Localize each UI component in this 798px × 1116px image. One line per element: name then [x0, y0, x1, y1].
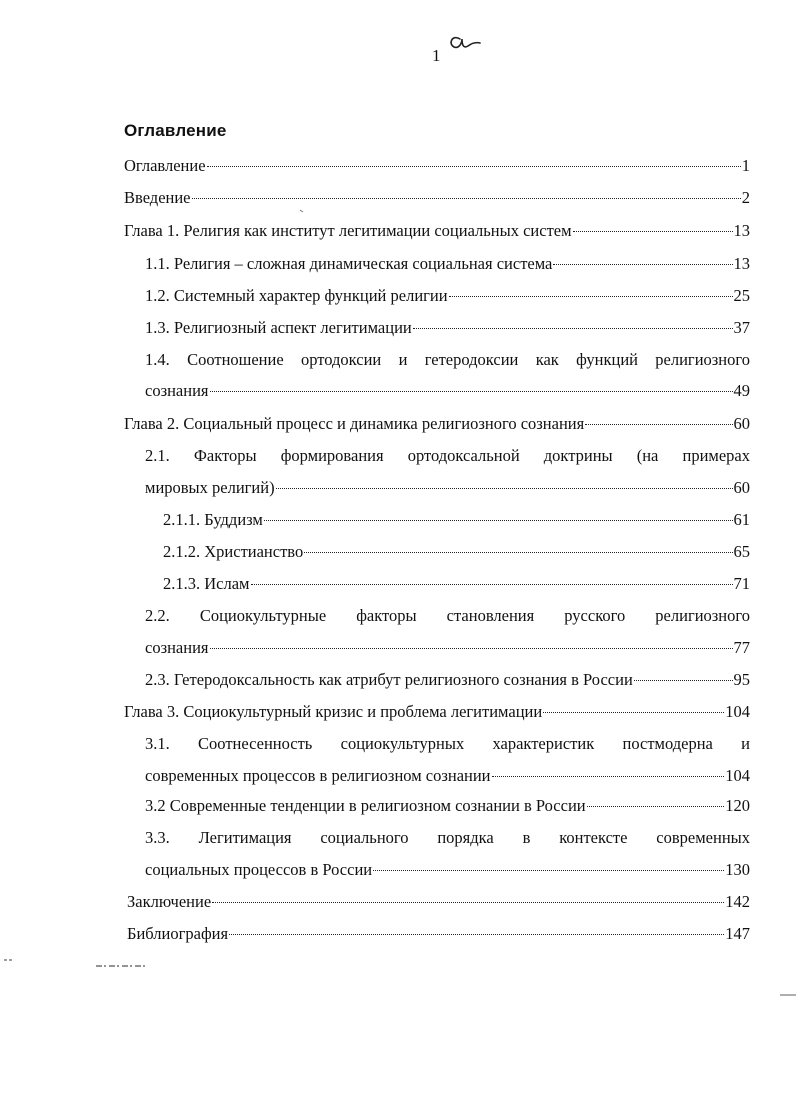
toc-entry-label: Библиография: [127, 924, 229, 943]
toc-entry-page: 104: [725, 766, 750, 785]
toc-entry-page: 95: [733, 670, 750, 689]
toc-entry-page: 60: [733, 478, 750, 497]
toc-entry-label: Введение: [124, 188, 191, 207]
toc-entry-label: 2.1.2. Христианство: [163, 542, 304, 561]
toc-entry-page: 77: [733, 638, 750, 657]
toc-entry-page: 142: [725, 892, 750, 911]
toc-entry-page: 61: [733, 510, 750, 529]
toc-entry-label: мировых религий): [145, 478, 275, 497]
toc-entry-label: 2.1.1. Буддизм: [163, 510, 263, 529]
toc-entry-label: современных процессов в религиозном сознании: [145, 766, 491, 785]
toc-entry-label: социальных процессов в России: [145, 860, 373, 879]
toc-entry-page: 13: [733, 221, 750, 240]
toc-entry-label: Заключение: [127, 892, 212, 911]
toc-entry-page: 104: [725, 702, 750, 721]
toc-entry-line: 3.1. Соотнесенность социокультурных характеристик постмодерна и: [145, 734, 750, 753]
toc-entry-label: Глава 1. Религия как институт легитимации социальных систем: [124, 221, 572, 240]
toc-entry-page: 147: [725, 924, 750, 943]
toc-entry-page: 13: [733, 254, 750, 273]
toc-entry-label: 1.3. Религиозный аспект легитимации: [145, 318, 412, 337]
toc-entry-label: 3.2 Современные тенденции в религиозном сознании в России: [145, 796, 586, 815]
toc-entry-label: сознания: [145, 381, 209, 400]
page-number: 1: [432, 46, 441, 65]
toc-entry-page: 2: [741, 188, 750, 207]
toc-entry-line: 2.1. Факторы формирования ортодоксальной доктрины (на примерах: [145, 446, 750, 465]
toc-entry-page: 25: [733, 286, 750, 305]
toc-entry-label: 1.1. Религия – сложная динамическая социальная система: [145, 254, 553, 273]
toc-entry-line: 2.2. Социокультурные факторы становления русского религиозного: [145, 606, 750, 625]
toc-entry-page: 71: [733, 574, 750, 593]
toc-entry-label: Глава 3. Социокультурный кризис и проблема легитимации: [124, 702, 543, 721]
toc-entry-page: 60: [733, 414, 750, 433]
toc-entry-page: 130: [725, 860, 750, 879]
toc-entry-line: 1.4. Соотношение ортодоксии и гетеродоксии как функций религиозного: [145, 350, 750, 369]
toc-entry-line: 3.3. Легитимация социального порядка в контексте современных: [145, 828, 750, 847]
toc-entry-page: 65: [733, 542, 750, 561]
toc-entry-page: 37: [733, 318, 750, 337]
toc-entry-label: сознания: [145, 638, 209, 657]
toc-entry-page: 49: [733, 381, 750, 400]
toc-entry-label: 2.1.3. Ислам: [163, 574, 250, 593]
toc-entry-page: 120: [725, 796, 750, 815]
toc-heading: Оглавление: [124, 121, 227, 140]
toc-entry-label: 1.2. Системный характер функций религии: [145, 286, 448, 305]
toc-entry-label: 2.3. Гетеродоксальность как атрибут религиозного сознания в России: [145, 670, 633, 689]
toc-entry-label: Оглавление: [124, 156, 206, 175]
toc-entry-page: 1: [741, 156, 750, 175]
toc-entry-label: Глава 2. Социальный процесс и динамика религиозного сознания: [124, 414, 585, 433]
